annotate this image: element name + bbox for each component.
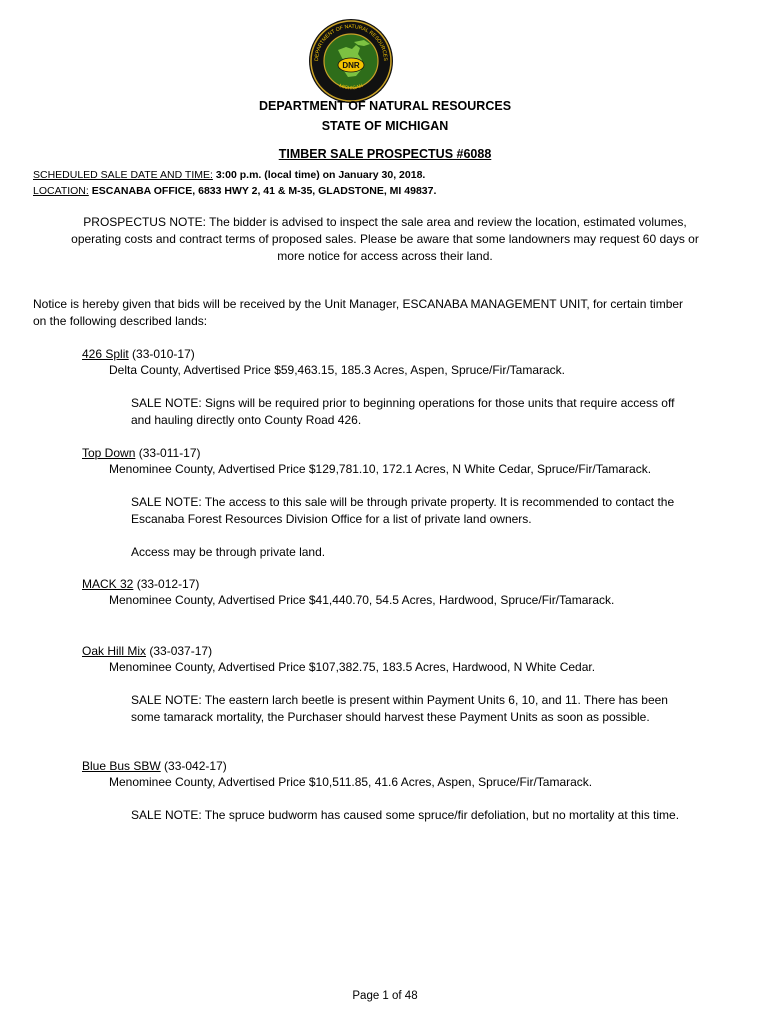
- schedule-value: 3:00 p.m. (local time) on January 30, 2018.: [215, 169, 426, 181]
- sale-note: SALE NOTE: The spruce budworm has caused some spruce/fir defoliation, but no mortality at this time.: [131, 808, 680, 822]
- location-label: LOCATION:: [33, 185, 89, 197]
- sale-code: (33-037-17): [149, 644, 213, 658]
- notice-paragraph: Notice is hereby given that bids will be received by the Unit Manager, ESCANABA MANAGEMENT UNIT, for certain timber on the following described lands:: [33, 297, 684, 328]
- sale-description: Menominee County, Advertised Price $10,511.85, 41.6 Acres, Aspen, Spruce/Fir/Tamarack.: [109, 775, 593, 789]
- dnr-michigan-seal-logo: [308, 18, 394, 104]
- sale-description: Delta County, Advertised Price $59,463.15, 185.3 Acres, Aspen, Spruce/Fir/Tamarack.: [109, 363, 566, 377]
- sale-entry: [82, 346, 702, 378]
- sale-entry: [82, 758, 702, 790]
- schedule-line: [33, 169, 425, 181]
- page-number: Page 1 of 48: [352, 990, 418, 1002]
- sale-note: SALE NOTE: The access to this sale will be through private property. It is recommended to contact the Escanaba Forest Resources Division Office for a list of private land owners.: [131, 495, 675, 526]
- sale-description: Menominee County, Advertised Price $129,781.10, 172.1 Acres, N White Cedar, Spruce/Fir/Tamarack.: [109, 462, 652, 476]
- sale-name: Top Down: [82, 446, 136, 460]
- sale-code: (33-011-17): [138, 446, 201, 460]
- sale-code: (33-012-17): [136, 577, 200, 591]
- sale-code: (33-042-17): [164, 759, 227, 773]
- prospectus-note: PROSPECTUS NOTE: The bidder is advised to inspect the sale area and review the location, estimated volumes, operating costs and contract terms of proposed sales. Please be aware that some landowners may request 60 days or more notice for access across their land.: [71, 215, 699, 263]
- sale-name: Blue Bus SBW: [82, 759, 161, 773]
- sale-description: Menominee County, Advertised Price $107,382.75, 183.5 Acres, Hardwood, N White Cedar.: [109, 660, 596, 674]
- sale-name: 426 Split: [82, 347, 129, 361]
- sale-entry: [82, 643, 702, 675]
- prospectus-title: TIMBER SALE PROSPECTUS #6088: [278, 147, 492, 161]
- location-value: ESCANABA OFFICE, 6833 HWY 2, 41 & M-35, GLADSTONE, MI 49837.: [91, 185, 437, 197]
- department-heading: DEPARTMENT OF NATURAL RESOURCES: [258, 99, 512, 113]
- schedule-label: SCHEDULED SALE DATE AND TIME:: [33, 169, 213, 181]
- sale-name: MACK 32: [82, 577, 134, 591]
- sale-note: SALE NOTE: Signs will be required prior to beginning operations for those units that require access off and hauling directly onto County Road 426.: [131, 396, 675, 427]
- seal-center-text: DNR: [342, 61, 360, 70]
- sale-entry: [82, 445, 702, 477]
- sale-name: Oak Hill Mix: [82, 644, 147, 658]
- sale-note: SALE NOTE: The eastern larch beetle is present within Payment Units 6, 10, and 11. There has been some tamarack mortality, the Purchaser should harvest these Payment Units as soon as possible.: [131, 693, 668, 724]
- seal-bottom-text: MICHIGAN: [338, 82, 364, 92]
- sale-entry: [82, 576, 702, 608]
- seal-top-text: DEPARTMENT OF NATURAL RESOURCES: [313, 23, 389, 62]
- state-heading: STATE OF MICHIGAN: [321, 119, 449, 133]
- sale-code: (33-010-17): [132, 347, 195, 361]
- sale-note: Access may be through private land.: [131, 545, 326, 559]
- location-line: [33, 185, 436, 197]
- sale-description: Menominee County, Advertised Price $41,440.70, 54.5 Acres, Hardwood, Spruce/Fir/Tamarack.: [109, 593, 615, 607]
